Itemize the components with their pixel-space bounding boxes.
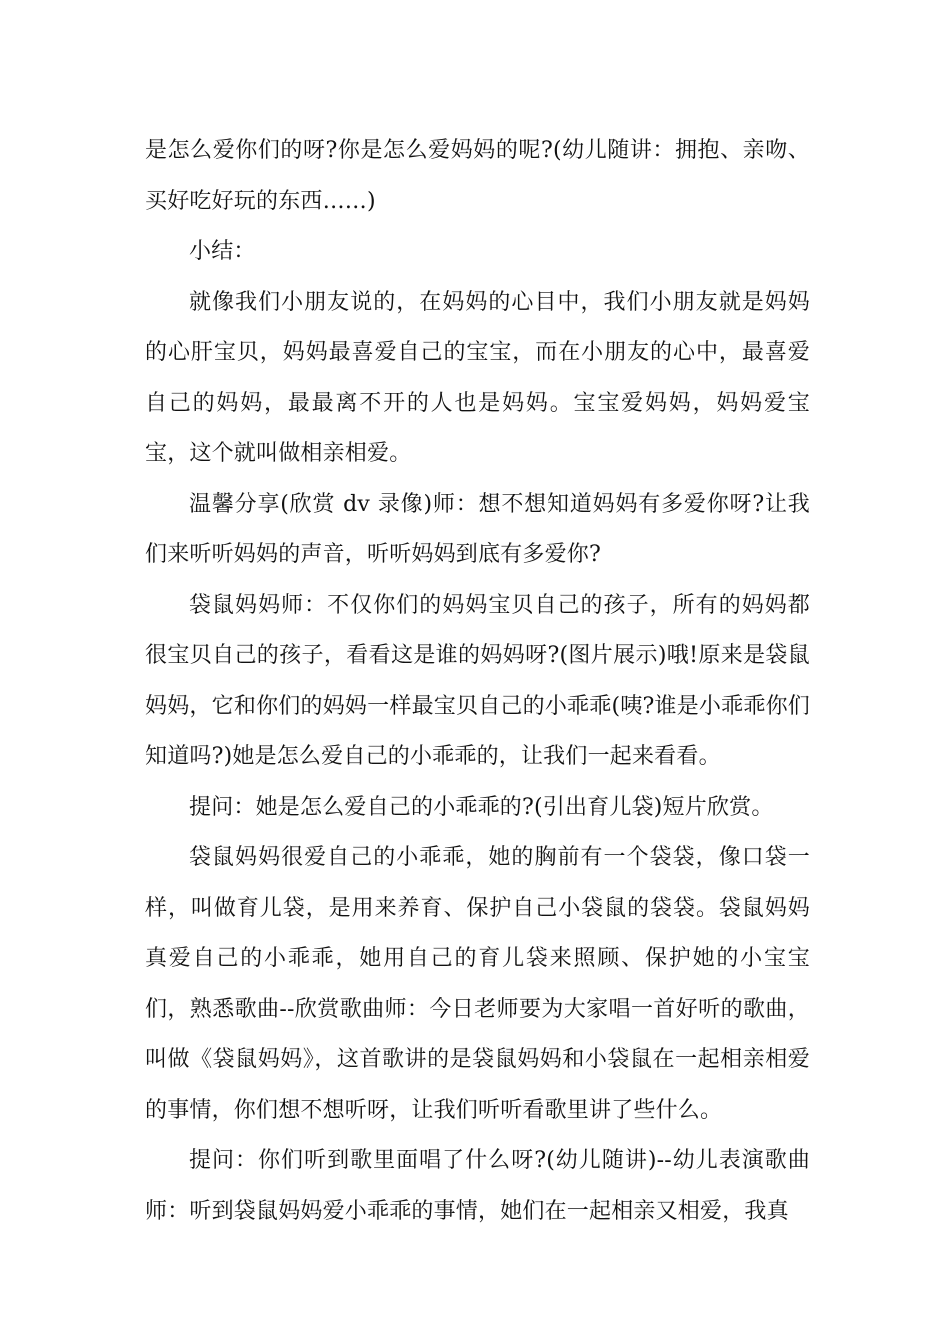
paragraph-question-song: 提问：你们听到歌里面唱了什么呀?(幼儿随讲)--幼儿表演歌曲师：听到袋鼠妈妈爱小乖乖的事情，她们在一起相亲又相爱，我真 bbox=[145, 1148, 810, 1224]
paragraph-question-pouch: 提问：她是怎么爱自己的小乖乖的?(引出育儿袋)短片欣赏。 bbox=[189, 794, 774, 820]
paragraph-kangaroo-mom: 袋鼠妈妈师：不仅你们的妈妈宝贝自己的孩子，所有的妈妈都很宝贝自己的孩子，看看这是谁的妈妈呀?(图片展示)哦!原来是袋鼠妈妈，它和你们的妈妈一样最宝贝自己的小乖乖(咦?谁是小乖乖你们知道吗?)她是怎么爱自己的小乖乖的，让我们一起来看看。 bbox=[145, 592, 810, 769]
paragraph-summary-heading: 小结： bbox=[189, 239, 256, 264]
paragraph-summary: 就像我们小朋友说的，在妈妈的心目中，我们小朋友就是妈妈的心肝宝贝，妈妈最喜爱自己的宝宝，而在小朋友的心中，最喜爱自己的妈妈，最最离不开的人也是妈妈。宝宝爱妈妈，妈妈爱宝宝，这个就叫做相亲相爱。 bbox=[145, 289, 810, 466]
paragraph-continued: 是怎么爱你们的呀?你是怎么爱妈妈的呢?(幼儿随讲：拥抱、亲吻、买好吃好玩的东西……) bbox=[145, 138, 810, 214]
document-body bbox=[145, 126, 810, 1237]
paragraph-warm-sharing: 温馨分享(欣赏 dv 录像)师：想不想知道妈妈有多爱你呀?让我们来听听妈妈的声音，听听妈妈到底有多爱你? bbox=[145, 491, 810, 567]
paragraph-song-intro: 袋鼠妈妈很爱自己的小乖乖，她的胸前有一个袋袋，像口袋一样，叫做育儿袋，是用来养育、保护自己小袋鼠的袋袋。袋鼠妈妈真爱自己的小乖乖，她用自己的育儿袋来照顾、保护她的小宝宝们，熟悉歌曲--欣赏歌曲师：今日老师要为大家唱一首好听的歌曲，叫做《袋鼠妈妈》，这首歌讲的是袋鼠妈妈和小袋鼠在一起相亲相爱的事情，你们想不想听呀，让我们听听看歌里讲了些什么。 bbox=[145, 845, 810, 1123]
